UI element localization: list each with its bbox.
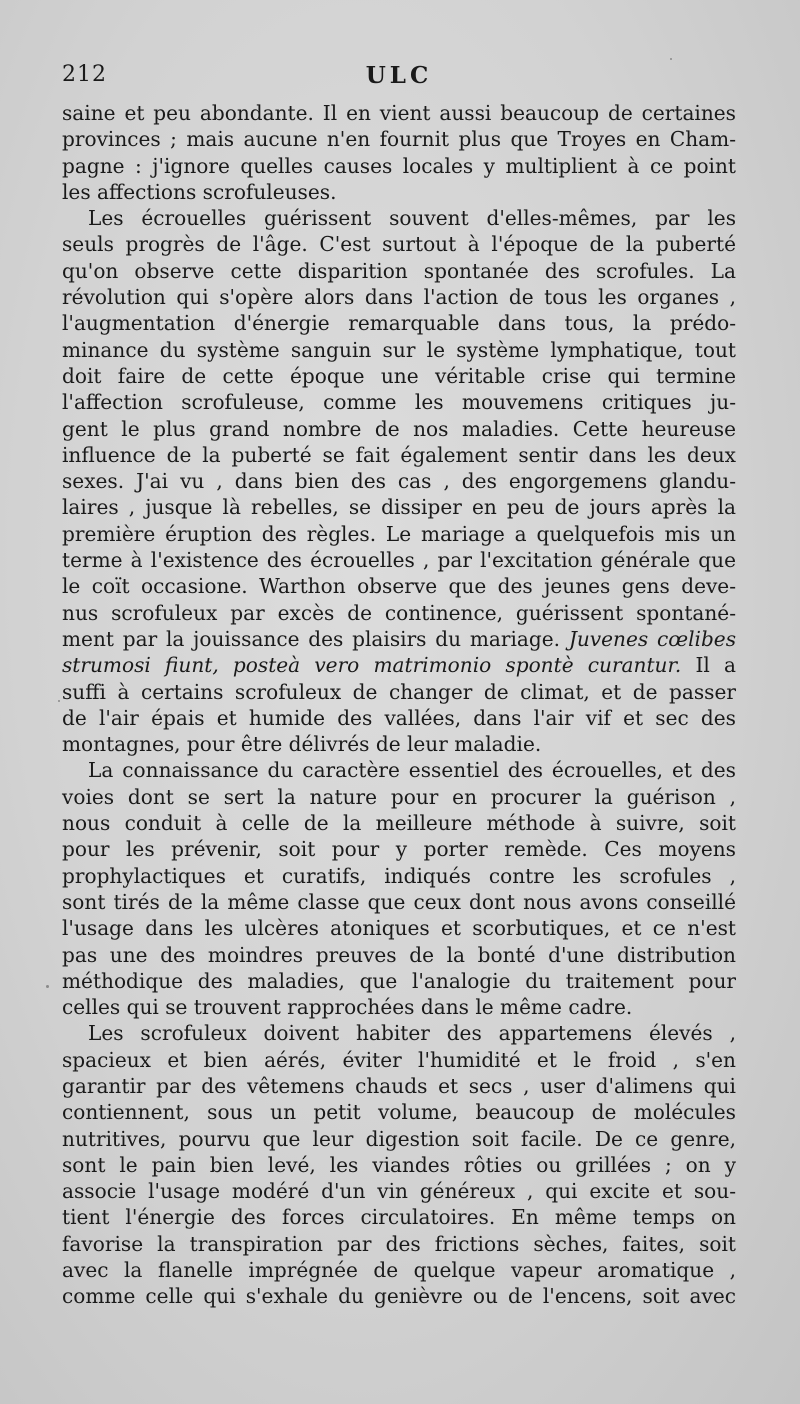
text-line: minance du système sanguin sur le système lymphatique, tout	[62, 337, 736, 362]
page-number: 212	[62, 62, 107, 87]
text-line: méthodique des maladies, que l'analogie du traitement pour	[62, 968, 736, 993]
text-line: sont le pain bien levé, les viandes rôties ou grillées ; on y	[62, 1152, 736, 1177]
text-line: pas une des moindres preuves de la bonté d'une distribution	[62, 942, 736, 967]
text-line: prophylactiques et curatifs, indiqués contre les scrofules ,	[62, 863, 736, 888]
text-line: associe l'usage modéré d'un vin généreux , qui excite et sou-	[62, 1179, 736, 1204]
latin-quotation: strumosi fiunt, posteà vero matrimonio spontè curantur.	[62, 653, 682, 678]
text-line: l'affection scrofuleuse, comme les mouvemens critiques ju-	[62, 390, 736, 415]
text-line: seuls progrès de l'âge. C'est surtout à l'époque de la puberté	[62, 232, 736, 257]
text-line: sexes. J'ai vu , dans bien des cas , des engorgemens glandu-	[62, 469, 736, 494]
paper-speck	[46, 985, 49, 988]
paper-speck	[670, 58, 672, 60]
paragraph-start: Les écrouelles guérissent souvent d'elles-mêmes, par les	[88, 206, 736, 231]
text-line: comme celle qui s'exhale du genièvre ou de l'encens, soit avec	[62, 1284, 736, 1309]
text-segment: ment par la jouissance des plaisirs du mariage.	[62, 626, 561, 651]
text-line: première éruption des règles. Le mariage a quelquefois mis un	[62, 521, 736, 546]
text-line: suffi à certains scrofuleux de changer de climat, et de passer	[62, 679, 736, 704]
text-line: montagnes, pour être délivrés de leur maladie.	[62, 732, 542, 757]
text-line: provinces ; mais aucune n'en fournit plus que Troyes en Cham-	[62, 127, 736, 152]
running-title: ULC	[365, 62, 433, 89]
body-text	[62, 100, 736, 1310]
page-header	[62, 62, 736, 96]
text-line: favorise la transpiration par des frictions sèches, faites, soit	[62, 1231, 736, 1256]
text-line: pour les prévenir, soit pour y porter remède. Ces moyens	[62, 837, 736, 862]
text-line: saine et peu abondante. Il en vient aussi beaucoup de certaines	[62, 101, 736, 125]
text-line: l'augmentation d'énergie remarquable dans tous, la prédo-	[62, 311, 736, 336]
text-line: gent le plus grand nombre de nos maladies. Cette heureuse	[62, 416, 736, 441]
paper-speck	[58, 700, 60, 702]
text-line: laires , jusque là rebelles, se dissiper en peu de jours après la	[62, 495, 736, 520]
text-line: celles qui se trouvent rapprochées dans le même cadre.	[62, 995, 633, 1020]
text-segment: Il a	[695, 653, 737, 678]
text-line: avec la flanelle imprégnée de quelque vapeur aromatique ,	[62, 1258, 736, 1283]
text-line: garantir par des vêtemens chauds et secs , user d'alimens qui	[62, 1073, 736, 1098]
text-line: nus scrofuleux par excès de continence, guérissent spontané-	[62, 600, 736, 625]
text-line: les affections scrofuleuses.	[62, 179, 337, 204]
text-line: doit faire de cette époque une véritable crise qui termine	[62, 363, 736, 388]
text-line: influence de la puberté se fait également sentir dans les deux	[62, 442, 736, 467]
text-line: nous conduit à celle de la meilleure méthode à suivre, soit	[62, 811, 736, 836]
text-line: qu'on observe cette disparition spontanée des scrofules. La	[62, 258, 736, 283]
text-line: révolution qui s'opère alors dans l'action de tous les organes ,	[62, 285, 736, 310]
paragraph-start: La connaissance du caractère essentiel des écrouelles, et des	[88, 758, 736, 783]
text-line: l'usage dans les ulcères atoniques et scorbutiques, et ce n'est	[62, 916, 736, 941]
text-line: sont tirés de la même classe que ceux dont nous avons conseillé	[62, 889, 736, 914]
text-line: voies dont se sert la nature pour en procurer la guérison ,	[62, 784, 736, 809]
paragraph-start: Les scrofuleux doivent habiter des appartemens élevés ,	[88, 1021, 736, 1046]
text-line: le coït occasione. Warthon observe que des jeunes gens deve-	[62, 574, 736, 599]
text-line-with-latin	[62, 626, 736, 652]
text-line: nutritives, pourvu que leur digestion soit facile. De ce genre,	[62, 1126, 736, 1151]
latin-quotation: Juvenes cœlibes	[568, 626, 737, 651]
text-line-with-latin	[62, 652, 736, 678]
text-line: de l'air épais et humide des vallées, dans l'air vif et sec des	[62, 705, 736, 730]
text-line: tient l'énergie des forces circulatoires. En même temps on	[62, 1205, 736, 1230]
text-line: terme à l'existence des écrouelles , par l'excitation générale que	[62, 548, 736, 573]
text-line: pagne : j'ignore quelles causes locales y multiplient à ce point	[62, 153, 736, 178]
text-line: spacieux et bien aérés, éviter l'humidité et le froid , s'en	[62, 1047, 736, 1072]
text-line: contiennent, sous un petit volume, beaucoup de molécules	[62, 1100, 736, 1125]
